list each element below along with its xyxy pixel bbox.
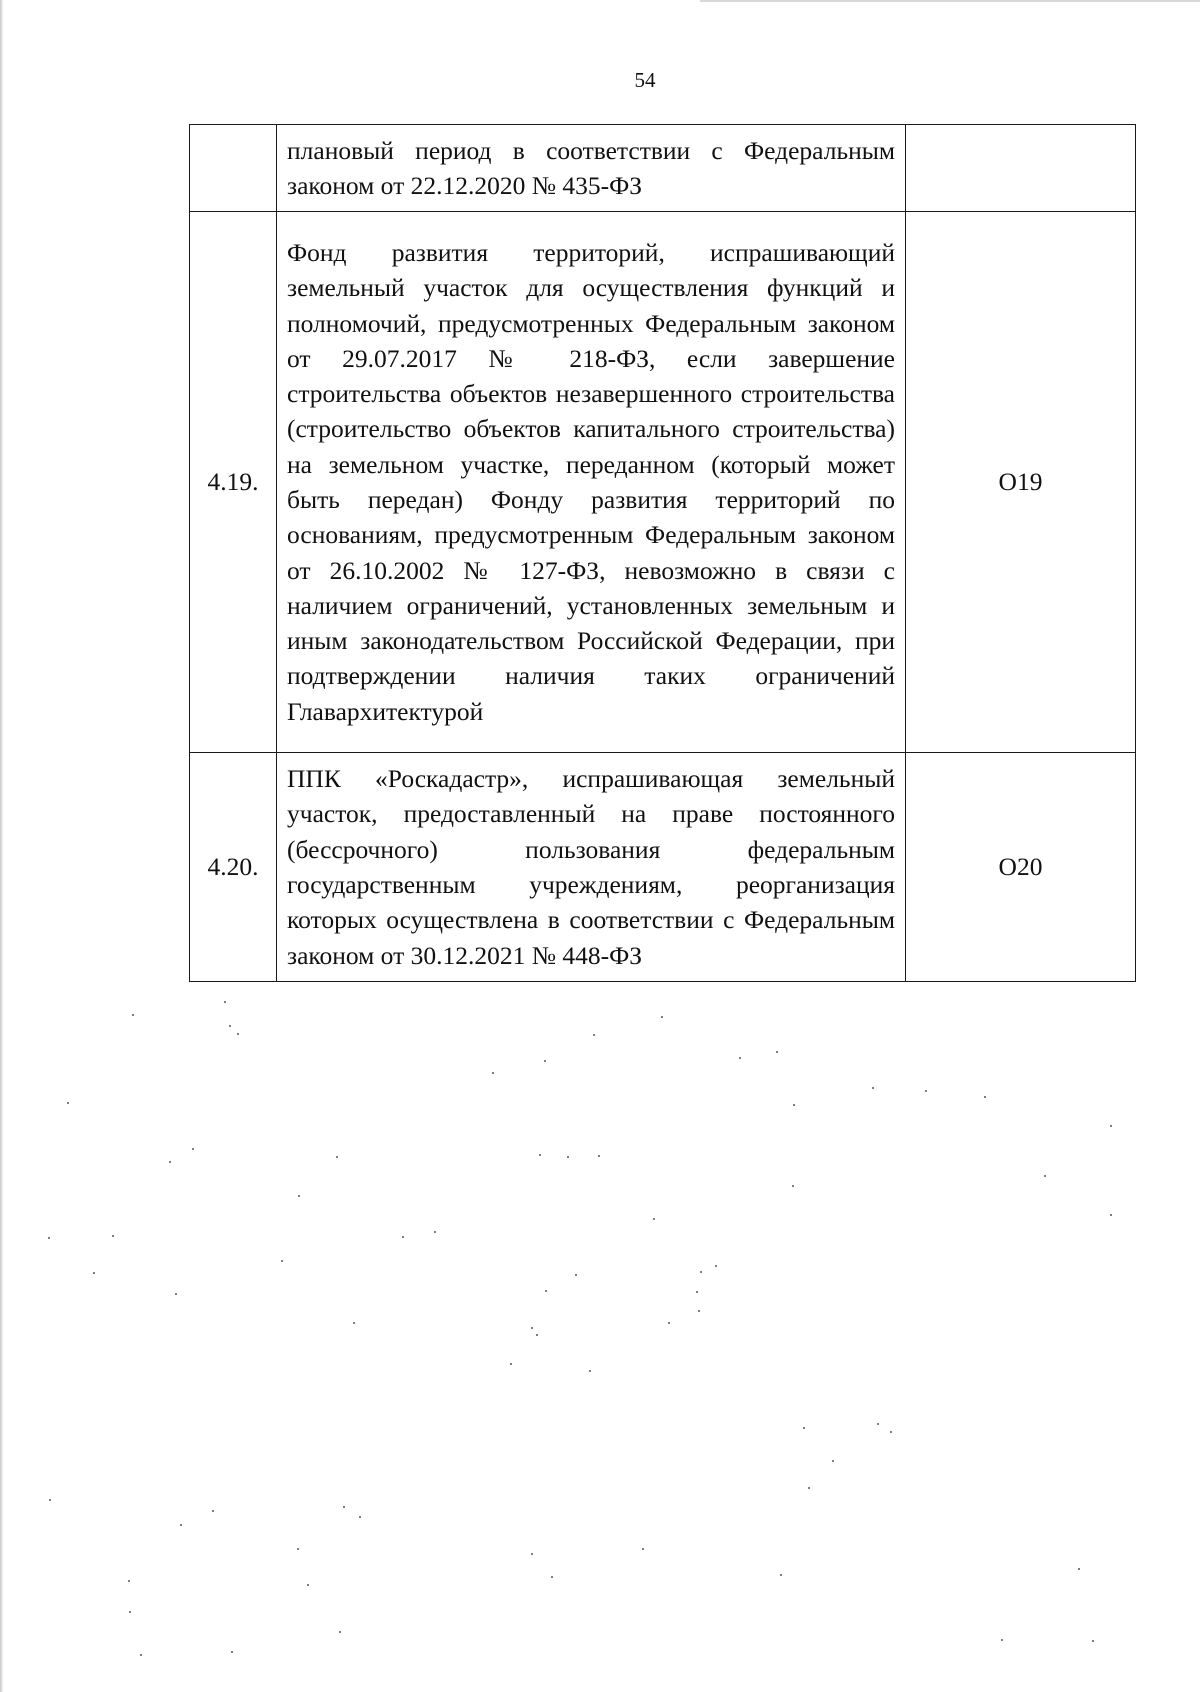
scan-speck bbox=[544, 1060, 546, 1062]
table-row bbox=[190, 212, 1136, 753]
scan-speck bbox=[715, 1265, 717, 1267]
scan-speck bbox=[212, 1510, 214, 1512]
scan-speck bbox=[112, 1235, 114, 1237]
scan-speck bbox=[589, 1370, 591, 1372]
scan-speck bbox=[653, 1218, 655, 1220]
row-text-cell: плановый период в соответствии с Федеральным законом от 22.12.2020 № 435-ФЗ bbox=[277, 125, 906, 212]
row-code-cell: О20 bbox=[906, 753, 1136, 982]
scan-speck bbox=[808, 1487, 810, 1489]
scan-speck bbox=[696, 1291, 698, 1293]
scan-speck bbox=[832, 1460, 834, 1462]
scan-speck bbox=[353, 1322, 355, 1324]
scan-speck bbox=[132, 1014, 134, 1016]
scan-speck bbox=[339, 1631, 341, 1633]
scan-speck bbox=[536, 1334, 538, 1336]
scan-speck bbox=[336, 1156, 338, 1158]
scan-speck bbox=[642, 1548, 644, 1550]
document-table bbox=[189, 124, 1136, 982]
scan-speck bbox=[545, 1290, 547, 1292]
scan-speck bbox=[593, 1034, 595, 1036]
row-text-cell: Фонд развития территорий, испрашивающий земельный участок для осуществления функций и полномочий, предусмотренных Федеральным законом от 29.07.2017 № 218-ФЗ, если завершение строительства объектов незавершенного строительства (строительство объектов капитального строительства) на земельном участке, переданном (который может быть передан) Фонду развития территорий по основаниям, предусмотренным Федеральным законом от 26.10.2002 № 127-ФЗ, невозможно в связи с наличием ограничений, установленных земельным и иным законодательством Российской Федерации, при подтверждении наличия таких ограничений Главархитектурой bbox=[277, 212, 906, 753]
scan-speck bbox=[531, 1327, 533, 1329]
scan-speck bbox=[793, 1104, 795, 1106]
scan-speck bbox=[229, 1025, 231, 1027]
row-number-cell bbox=[190, 125, 277, 212]
row-code-cell bbox=[906, 125, 1136, 212]
table-row bbox=[190, 125, 1136, 212]
scan-speck bbox=[539, 1154, 541, 1156]
row-number-cell: 4.19. bbox=[190, 212, 277, 753]
scan-speck bbox=[237, 1033, 239, 1035]
scan-speck bbox=[872, 1087, 874, 1089]
scan-speck bbox=[698, 1310, 700, 1312]
scan-speck bbox=[1092, 1640, 1094, 1642]
scan-speck bbox=[803, 1427, 805, 1429]
scan-top-edge bbox=[700, 0, 1200, 2]
scan-speck bbox=[1110, 1214, 1112, 1216]
scan-speck bbox=[780, 1574, 782, 1576]
scan-speck bbox=[492, 1072, 494, 1074]
scan-speck bbox=[890, 1431, 892, 1433]
scan-speck bbox=[700, 1271, 702, 1273]
row-code-cell: О19 bbox=[906, 212, 1136, 753]
scan-speck bbox=[169, 1161, 171, 1163]
scan-speck bbox=[307, 1584, 309, 1586]
scan-speck bbox=[129, 1611, 131, 1613]
scan-speck bbox=[49, 1499, 51, 1501]
scan-speck bbox=[1110, 1125, 1112, 1127]
scan-speck bbox=[93, 1272, 95, 1274]
scan-speck bbox=[531, 1553, 533, 1555]
scan-speck bbox=[1044, 1175, 1046, 1177]
scan-speck bbox=[192, 1148, 194, 1150]
scan-speck bbox=[739, 1057, 741, 1059]
scan-speck bbox=[359, 1516, 361, 1518]
scan-speck bbox=[140, 1654, 142, 1656]
scan-speck bbox=[925, 1090, 927, 1092]
scan-speck bbox=[434, 1231, 436, 1233]
page-number: 54 bbox=[634, 68, 656, 92]
scan-speck bbox=[281, 1260, 283, 1262]
scan-speck bbox=[567, 1156, 569, 1158]
scan-speck bbox=[1078, 1568, 1080, 1570]
scan-speck bbox=[575, 1274, 577, 1276]
scan-speck bbox=[510, 1363, 512, 1365]
scan-speck bbox=[343, 1506, 345, 1508]
scan-speck bbox=[598, 1155, 600, 1157]
scan-speck bbox=[297, 1548, 299, 1550]
scan-speck bbox=[551, 1576, 553, 1578]
scan-speck bbox=[984, 1096, 986, 1098]
row-number-cell: 4.20. bbox=[190, 753, 277, 982]
scan-speck bbox=[792, 1185, 794, 1187]
scan-speck bbox=[668, 1322, 670, 1324]
scan-speck bbox=[224, 1001, 226, 1003]
scan-speck bbox=[877, 1423, 879, 1425]
scan-speck bbox=[776, 1051, 778, 1053]
scan-speck bbox=[180, 1524, 182, 1526]
scan-page-edge bbox=[0, 0, 3, 1692]
scan-speck bbox=[1001, 1639, 1003, 1641]
table-row bbox=[190, 753, 1136, 982]
scan-speck bbox=[128, 1580, 130, 1582]
scan-speck bbox=[175, 1293, 177, 1295]
scan-speck bbox=[231, 1651, 233, 1653]
row-text-cell: ППК «Роскадастр», испрашивающая земельный участок, предоставленный на праве постоянного (бессрочного) пользования федеральным государственным учреждениям, реорганизация которых осуществлена в соответствии с Федеральным законом от 30.12.2021 № 448-ФЗ bbox=[277, 753, 906, 982]
scan-speck bbox=[298, 1195, 300, 1197]
scan-speck bbox=[67, 1102, 69, 1104]
scan-speck bbox=[48, 1237, 50, 1239]
scan-speck bbox=[661, 1016, 663, 1018]
scan-speck bbox=[402, 1236, 404, 1238]
